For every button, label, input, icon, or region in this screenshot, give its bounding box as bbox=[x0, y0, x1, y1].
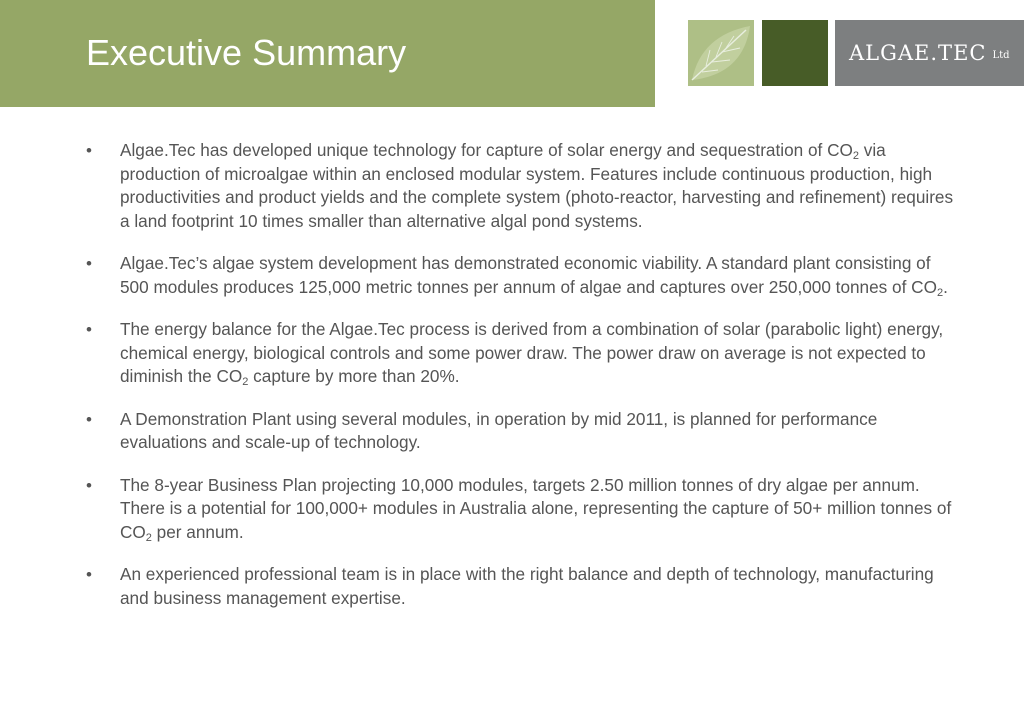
leaf-icon bbox=[688, 20, 754, 86]
bullet-text: . bbox=[943, 276, 948, 297]
bullet-item bbox=[86, 563, 956, 610]
summary-bullet-list bbox=[86, 139, 956, 629]
bullet-text: Algae.Tec has developed unique technology for capture of solar energy and sequestration of CO bbox=[120, 140, 853, 160]
subscript: 2 bbox=[936, 286, 944, 299]
bullet-text: A Demonstration Plant using several modules, in operation by mid 2011, is planned for performance evaluations and scale-up of technology. bbox=[120, 408, 878, 452]
title-bar bbox=[0, 0, 655, 107]
bullet-text: via production of microalgae within an enclosed modular system. Features include continuous production, high productivities and product yields and the complete system (photo-reactor, harvesting and refinement) requires a land footprint 10 times smaller than alternative algal pond systems. bbox=[120, 140, 954, 231]
bullet-text: Algae.Tec’s algae system development has demonstrated economic viability. A standard plant consisting of 500 modules produces 125,000 metric tonnes per annum of algae and captures over 250,000 tonnes of CO bbox=[120, 253, 937, 297]
logo-dark-block bbox=[762, 20, 828, 86]
bullet-item bbox=[86, 318, 956, 389]
bullet-icon: • bbox=[86, 409, 92, 429]
bullet-icon: • bbox=[86, 254, 92, 273]
bullet-text: The 8-year Business Plan projecting 10,000 modules, targets 2.50 million tonnes of dry algae per annum. There is a potential for 100,000+ modules in Australia alone, representing the capture of 50+ million tonnes of CO bbox=[120, 474, 952, 542]
bullet-item bbox=[86, 139, 956, 233]
page-title: Executive Summary bbox=[86, 32, 407, 73]
subscript: 2 bbox=[242, 376, 249, 388]
bullet-icon: • bbox=[86, 565, 92, 584]
subscript: 2 bbox=[852, 150, 859, 162]
company-logo bbox=[655, 0, 1024, 107]
subscript: 2 bbox=[145, 531, 152, 544]
bullet-item bbox=[86, 408, 956, 455]
logo-name: ALGAE.TEC bbox=[849, 41, 987, 65]
bullet-text: capture by more than 20%. bbox=[248, 366, 460, 386]
bullet-icon: • bbox=[86, 141, 92, 160]
logo-wordmark bbox=[835, 20, 1024, 86]
bullet-text: The energy balance for the Algae.Tec process is derived from a combination of solar (parabolic light) energy, chemical energy, biological controls and some power draw. The power draw on average is not expected to diminish the CO bbox=[120, 319, 944, 386]
bullet-icon: • bbox=[86, 320, 92, 339]
logo-suffix: Ltd bbox=[992, 49, 1010, 61]
bullet-item bbox=[86, 252, 956, 299]
bullet-text: An experienced professional team is in place with the right balance and depth of technology, manufacturing and business management expertise. bbox=[120, 564, 934, 608]
bullet-text: per annum. bbox=[151, 521, 244, 542]
bullet-item bbox=[86, 474, 956, 545]
bullet-icon: • bbox=[86, 475, 92, 495]
